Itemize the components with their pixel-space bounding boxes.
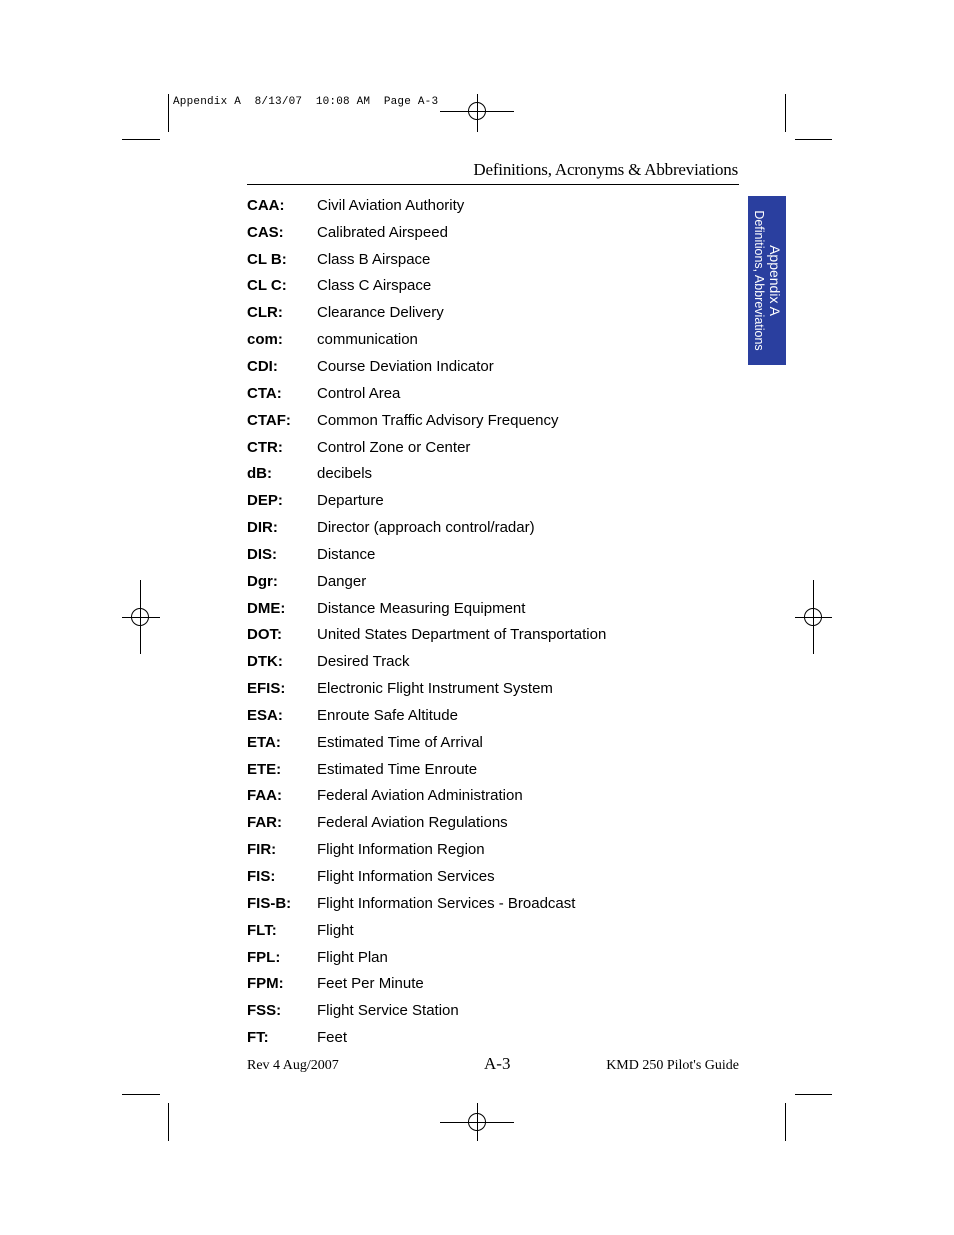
definition-term: ESA: xyxy=(247,706,283,724)
definition-term: CL C: xyxy=(247,277,287,295)
definition-meaning: communication xyxy=(317,331,418,349)
definition-meaning: Electronic Flight Instrument System xyxy=(317,680,553,698)
definition-term: CL B: xyxy=(247,250,287,268)
print-slug: Appendix A 8/13/07 10:08 AM Page A-3 xyxy=(173,96,439,108)
definition-meaning: Danger xyxy=(317,572,367,590)
definition-term: dB: xyxy=(247,465,272,483)
definition-meaning: Flight Plan xyxy=(317,948,388,966)
definition-meaning: Common Traffic Advisory Frequency xyxy=(317,411,559,429)
page-number: A-3 xyxy=(484,1054,511,1073)
definition-meaning: United States Department of Transportation xyxy=(317,626,607,644)
definition-row xyxy=(247,917,727,944)
definition-meaning: Control Area xyxy=(317,384,401,402)
definition-meaning: Control Zone or Center xyxy=(317,438,471,456)
definition-row xyxy=(247,568,727,595)
definition-row xyxy=(247,514,727,541)
definition-meaning: Course Deviation Indicator xyxy=(317,357,494,375)
definition-row xyxy=(247,273,727,300)
definition-row xyxy=(247,380,727,407)
definition-row xyxy=(247,219,727,246)
definition-row xyxy=(247,1024,727,1051)
definition-row xyxy=(247,997,727,1024)
definition-term: DEP: xyxy=(247,492,283,510)
definition-term: FSS: xyxy=(247,1002,282,1020)
definition-row xyxy=(247,434,727,461)
definition-meaning: Director (approach control/radar) xyxy=(317,519,535,537)
definition-term: DIR: xyxy=(247,519,278,537)
guide-title: KMD 250 Pilot's Guide xyxy=(606,1058,739,1073)
definition-term: FIS-B: xyxy=(247,894,292,912)
definition-meaning: Departure xyxy=(317,492,384,510)
definition-term: DME: xyxy=(247,599,286,617)
side-tab-appendix-label: Appendix A xyxy=(767,245,783,316)
definition-term: FLT: xyxy=(247,921,277,939)
definition-row xyxy=(247,809,727,836)
definition-term: FT: xyxy=(247,1029,269,1047)
definition-term: FIR: xyxy=(247,841,277,859)
definition-row xyxy=(247,246,727,273)
definition-row xyxy=(247,863,727,890)
definition-term: EFIS: xyxy=(247,680,286,698)
definition-meaning: Feet xyxy=(317,1029,348,1047)
definition-term: FPL: xyxy=(247,948,281,966)
definition-term: FAA: xyxy=(247,787,282,805)
definition-meaning: Feet Per Minute xyxy=(317,975,424,993)
definition-row xyxy=(247,487,727,514)
definition-term: CAS: xyxy=(247,223,284,241)
definition-term: FPM: xyxy=(247,975,284,993)
definition-term: CAA: xyxy=(247,196,285,214)
definition-meaning: Federal Aviation Administration xyxy=(317,787,523,805)
definition-meaning: Flight Information Region xyxy=(317,841,485,859)
definition-term: CLR: xyxy=(247,304,283,322)
definition-term: Dgr: xyxy=(247,572,278,590)
definition-row xyxy=(247,192,727,219)
definition-row xyxy=(247,702,727,729)
definitions-list xyxy=(247,192,727,1051)
definition-term: FIS: xyxy=(247,868,276,886)
revision-label: Rev 4 Aug/2007 xyxy=(247,1058,339,1073)
section-title: Definitions, Acronyms & Abbreviations xyxy=(473,160,738,179)
definition-meaning: Flight xyxy=(317,921,354,939)
definition-term: CTAF: xyxy=(247,411,291,429)
definition-row xyxy=(247,326,727,353)
definition-row xyxy=(247,675,727,702)
definition-row xyxy=(247,890,727,917)
definition-term: ETA: xyxy=(247,733,281,751)
definition-row xyxy=(247,729,727,756)
definition-row xyxy=(247,756,727,783)
definition-row xyxy=(247,783,727,810)
definition-meaning: Class B Airspace xyxy=(317,250,431,268)
definition-row xyxy=(247,407,727,434)
definition-meaning: Distance Measuring Equipment xyxy=(317,599,526,617)
definition-meaning: Flight Information Services xyxy=(317,868,495,886)
definition-meaning: Flight Service Station xyxy=(317,1002,459,1020)
definition-term: DOT: xyxy=(247,626,282,644)
definition-meaning: Estimated Time of Arrival xyxy=(317,733,483,751)
definition-meaning: Civil Aviation Authority xyxy=(317,196,465,214)
side-tab-section-label: Definitions, Abbreviations xyxy=(752,210,766,351)
definition-term: com: xyxy=(247,331,283,349)
definition-row xyxy=(247,353,727,380)
definition-row xyxy=(247,595,727,622)
definition-row xyxy=(247,648,727,675)
definition-meaning: Flight Information Services - Broadcast xyxy=(317,894,576,912)
definition-meaning: Federal Aviation Regulations xyxy=(317,814,508,832)
definition-row xyxy=(247,460,727,487)
definition-meaning: Enroute Safe Altitude xyxy=(317,706,458,724)
definition-term: ETE: xyxy=(247,760,282,778)
definition-meaning: Distance xyxy=(317,545,376,563)
definition-term: DTK: xyxy=(247,653,283,671)
definition-term: CTA: xyxy=(247,384,282,402)
definition-meaning: Clearance Delivery xyxy=(317,304,444,322)
definition-meaning: Class C Airspace xyxy=(317,277,432,295)
definition-meaning: Desired Track xyxy=(317,653,410,671)
definition-term: CTR: xyxy=(247,438,283,456)
definition-meaning: Estimated Time Enroute xyxy=(317,760,478,778)
definition-row xyxy=(247,944,727,971)
title-rule xyxy=(247,184,739,185)
definition-meaning: decibels xyxy=(317,465,373,483)
definition-row xyxy=(247,622,727,649)
definition-term: CDI: xyxy=(247,357,278,375)
definition-term: FAR: xyxy=(247,814,282,832)
definition-row xyxy=(247,836,727,863)
appendix-side-tab xyxy=(748,196,786,365)
definition-row xyxy=(247,970,727,997)
definition-term: DIS: xyxy=(247,545,277,563)
definition-row xyxy=(247,541,727,568)
definition-row xyxy=(247,299,727,326)
definition-meaning: Calibrated Airspeed xyxy=(317,223,448,241)
